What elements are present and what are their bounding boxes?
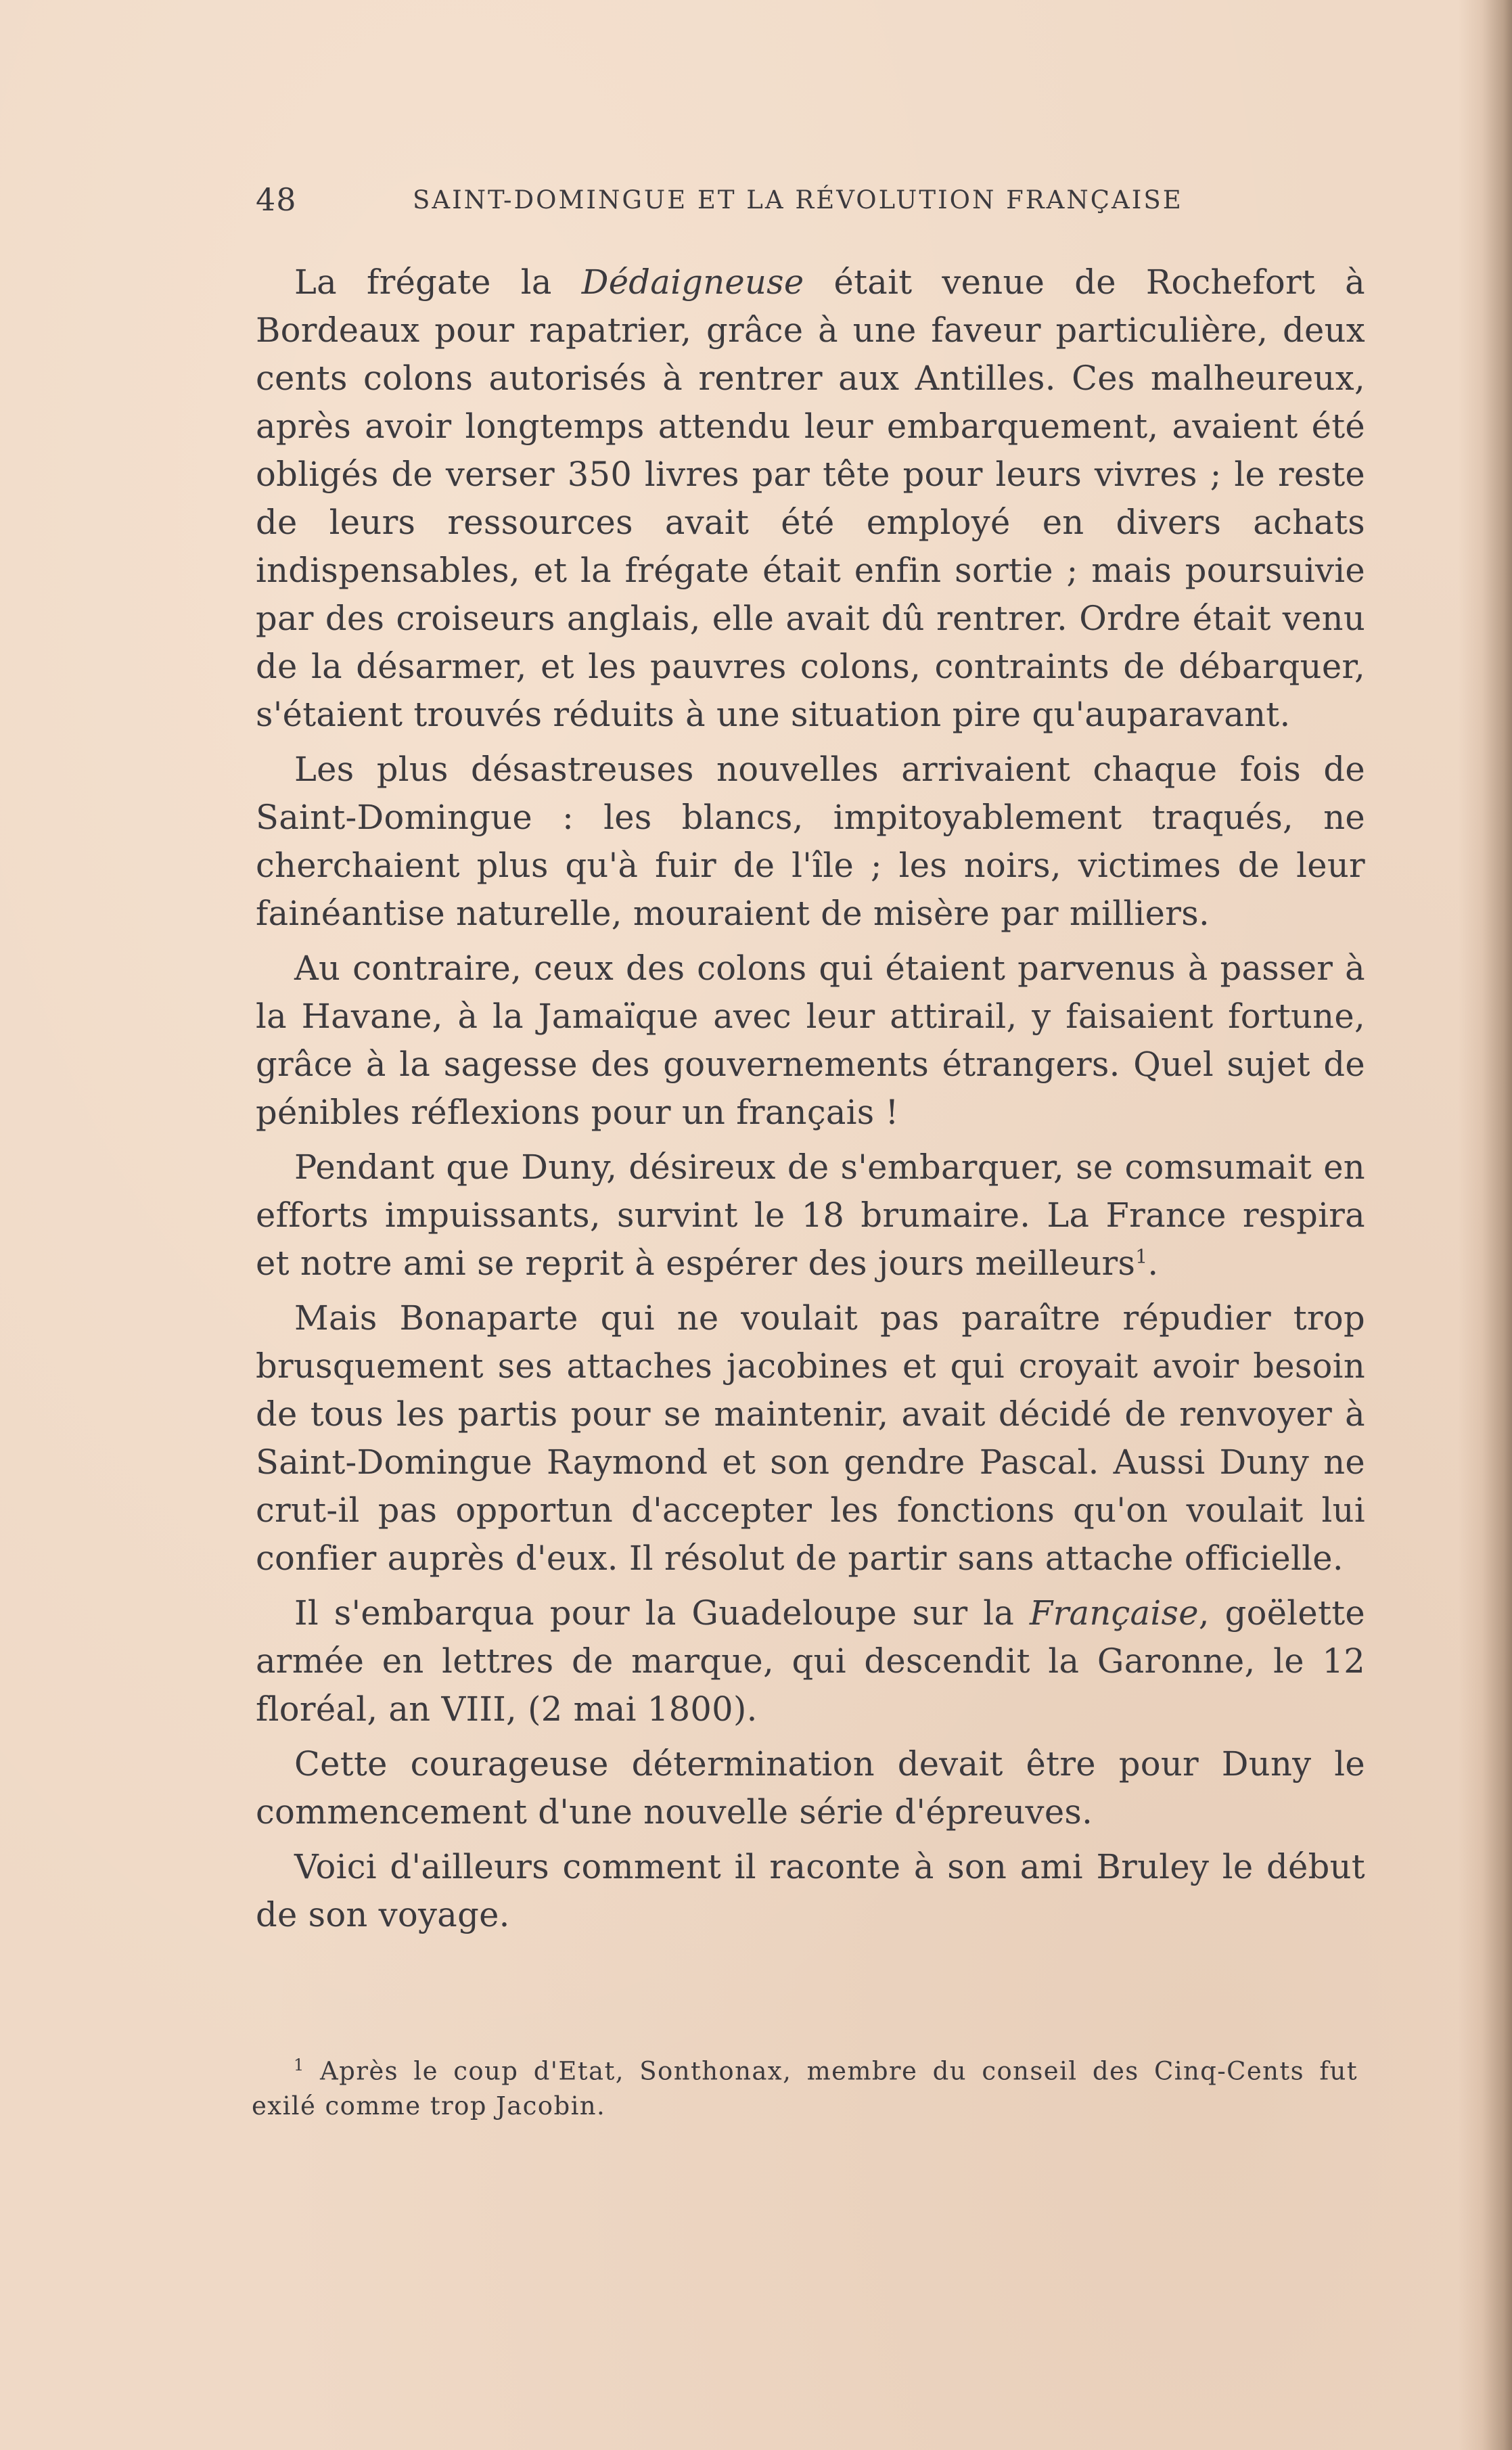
paragraph-6 <box>256 1589 1365 1733</box>
paragraph-2: Les plus désastreuses nouvelles arrivaient chaque fois de Saint-Domingue : les blancs, impitoyablement traqués, ne cherchaient plus qu'à fuir de l'île ; les noirs, victimes de leur fainéantise naturelle, mouraient de misère par milliers. <box>256 750 1365 933</box>
p6-text-b: , goëlette armée en lettres de marque, qui descendit la Garonne, le 12 floréal, an VIII, (2 mai 1800). <box>256 1593 1365 1729</box>
paragraph-1 <box>256 258 1365 739</box>
paragraph-4 <box>256 1143 1365 1288</box>
paragraph-5: Mais Bonaparte qui ne voulait pas paraître répudier trop brusquement ses attaches jacobines et qui croyait avoir besoin de tous les partis pour se maintenir, avait décidé de renvoyer à Saint-Domingue Raymond et son gendre Pascal. Aussi Duny ne crut-il pas opportun d'accepter les fonctions qu'on voulait lui confier auprès d'eux. Il résolut de partir sans attache officielle. <box>256 1298 1365 1578</box>
footnote <box>252 2047 1358 2124</box>
page-edge-shadow <box>1458 0 1512 2450</box>
p1-text-b: était venue de Rochefort à Bordeaux pour rapatrier, grâce à une faveur particulière, deux cents colons autorisés à rentrer aux Antilles. Ces malheureux, après avoir longtemps attendu leur embarquement, avaient été obligés de verser 350 livres par tête pour leurs vivres ; le reste de leurs ressources avait été employé en divers achats indispensables, et la frégate était enfin sortie ; mais poursuivie par des croiseurs anglais, elle avait dû rentrer. Ordre était venu de la désarmer, et les pauvres colons, contraints de débarquer, s'étaient trouvés réduits à une situation pire qu'auparavant. <box>256 263 1365 734</box>
paragraph-7: Cette courageuse détermination devait être pour Duny le commencement d'une nouvelle série d'épreuves. <box>256 1744 1365 1832</box>
ship-name-francaise: Française <box>1029 1593 1199 1633</box>
running-title: SAINT-DOMINGUE ET LA RÉVOLUTION FRANÇAISE <box>413 185 1183 214</box>
body-text <box>256 258 1365 1946</box>
page-number: 48 <box>256 181 297 218</box>
paragraph-8: Voici d'ailleurs comment il raconte à son ami Bruley le début de son voyage. <box>256 1847 1365 1934</box>
ship-name-dedaigneuse: Dédaigneuse <box>581 263 804 302</box>
p4-end: . <box>1147 1244 1159 1283</box>
p4-text: Pendant que Duny, désireux de s'embarquer, se comsumait en efforts impuissants, survint le 18 brumaire. La France respira et notre ami se reprit à espérer des jours meilleurs <box>256 1148 1365 1283</box>
running-head <box>256 181 1203 222</box>
footnote-text: Après le coup d'Etat, Sonthonax, membre du conseil des Cinq-Cents fut exilé comme trop Jacobin. <box>252 2056 1358 2121</box>
paragraph-3: Au contraire, ceux des colons qui étaient parvenus à passer à la Havane, à la Jamaïque avec leur attirail, y faisaient fortune, grâce à la sagesse des gouvernements étrangers. Quel sujet de pénibles réflexions pour un français ! <box>256 949 1365 1132</box>
footnote-mark: 1 <box>294 2056 305 2074</box>
footnote-reference: 1 <box>1135 1245 1148 1268</box>
p6-text-a: Il s'embarqua pour la Guadeloupe sur la <box>294 1593 1030 1633</box>
p1-text-a: La frégate la <box>294 263 582 302</box>
